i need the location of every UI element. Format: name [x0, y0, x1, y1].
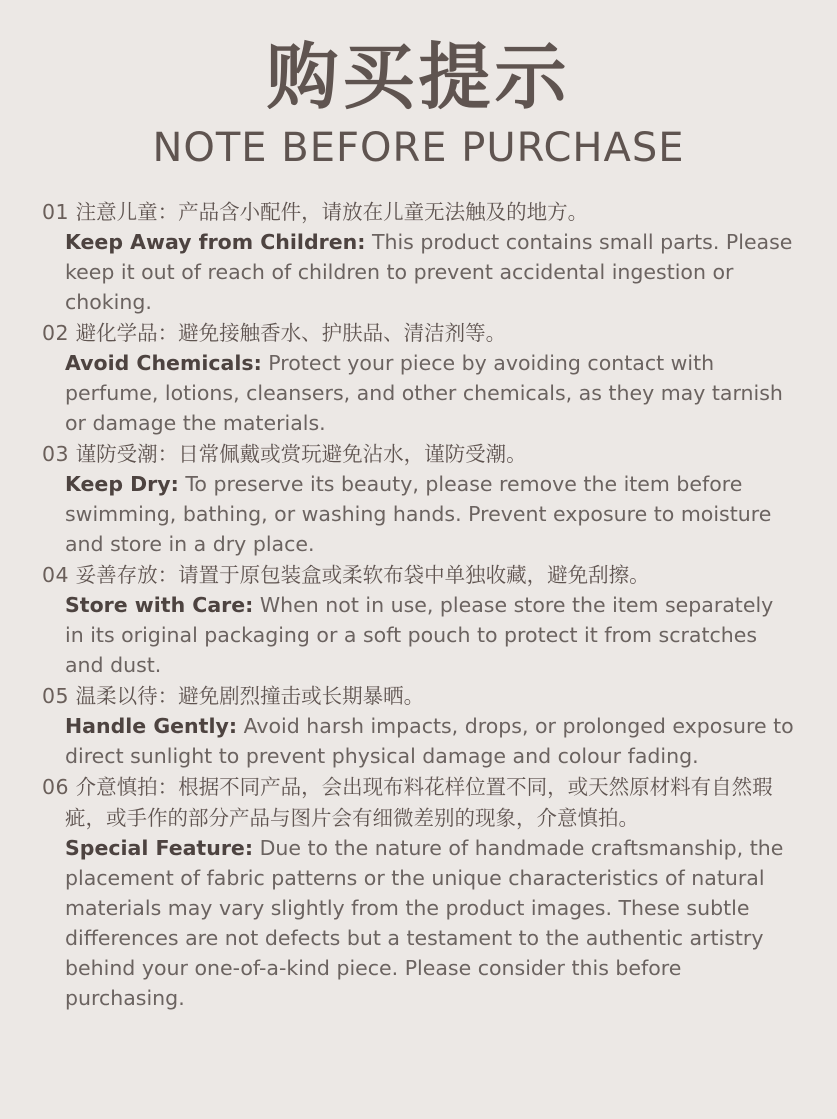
- note-english: [42, 470, 795, 560]
- note-number: 04: [42, 562, 70, 587]
- note-english-lead: Handle Gently:: [65, 714, 238, 739]
- note-number: 01: [42, 200, 70, 225]
- note-chinese-text: 妥善存放：请置于原包装盒或柔软布袋中单独收藏，避免刮擦。: [75, 562, 650, 587]
- note-chinese: [42, 772, 795, 834]
- page-header: [28, 0, 809, 171]
- list-item: [42, 318, 795, 439]
- note-chinese: [42, 197, 795, 228]
- list-item: [42, 772, 795, 1014]
- note-english-body: Protect your piece by avoiding contact with perfume, lotions, cleansers, and other chemicals, as they may tarnish or damage the materials.: [65, 351, 783, 436]
- note-english-lead: Keep Away from Children:: [65, 230, 366, 255]
- note-english: [42, 834, 795, 1014]
- note-number: 05: [42, 683, 70, 708]
- note-english: [42, 591, 795, 681]
- note-chinese: [42, 318, 795, 349]
- note-english: [42, 228, 795, 318]
- note-chinese: [42, 560, 795, 591]
- note-english: [42, 349, 795, 439]
- notes-list: [28, 197, 809, 1014]
- note-number: 02: [42, 321, 70, 346]
- note-number: 03: [42, 442, 70, 467]
- list-item: [42, 560, 795, 681]
- note-chinese-text: 避化学品：避免接触香水、护肤品、清洁剂等。: [75, 321, 507, 346]
- note-chinese-text: 注意儿童：产品含小配件，请放在儿童无法触及的地方。: [75, 200, 589, 225]
- note-english-body: To preserve its beauty, please remove the item before swimming, bathing, or washing hands. Prevent exposure to moisture and store in a dry place.: [65, 472, 772, 557]
- note-english-body: This product contains small parts. Please keep it out of reach of children to prevent accidental ingestion or choking.: [65, 230, 793, 315]
- list-item: [42, 681, 795, 772]
- note-english-body: Avoid harsh impacts, drops, or prolonged exposure to direct sunlight to prevent physical damage and colour fading.: [65, 714, 794, 768]
- note-english-body: When not in use, please store the item separately in its original packaging or a soft pouch to protect it from scratches and dust.: [65, 593, 774, 677]
- note-english-lead: Special Feature:: [65, 836, 254, 861]
- note-english-body: Due to the nature of handmade craftsmanship, the placement of fabric patterns or the unique characteristics of natural materials may vary slightly from the product images. These subtle differences are not defects but a testament to the authentic artistry behind your one-of-a-kind piece. Please consider this before purchasing.: [65, 836, 784, 1010]
- note-chinese-text: 温柔以待：避免剧烈撞击或长期暴晒。: [75, 683, 425, 708]
- list-item: [42, 197, 795, 318]
- note-chinese: [42, 681, 795, 712]
- note-english: [42, 712, 795, 772]
- page-title-chinese: 购买提示: [266, 35, 571, 119]
- list-item: [42, 439, 795, 560]
- note-chinese: [42, 439, 795, 470]
- note-english-lead: Keep Dry:: [65, 472, 179, 497]
- note-english-lead: Store with Care:: [65, 593, 254, 618]
- note-chinese-text: 介意慎拍：根据不同产品，会出现布料花样位置不同，或天然原材料有自然瑕疵，或手作的部分产品与图片会有细微差别的现象，介意慎拍。: [65, 774, 773, 831]
- page-title-english: NOTE BEFORE PURCHASE: [152, 125, 685, 172]
- note-chinese-text: 谨防受潮：日常佩戴或赏玩避免沾水，谨防受潮。: [75, 442, 527, 467]
- note-number: 06: [42, 774, 70, 799]
- note-english-lead: Avoid Chemicals:: [65, 351, 262, 376]
